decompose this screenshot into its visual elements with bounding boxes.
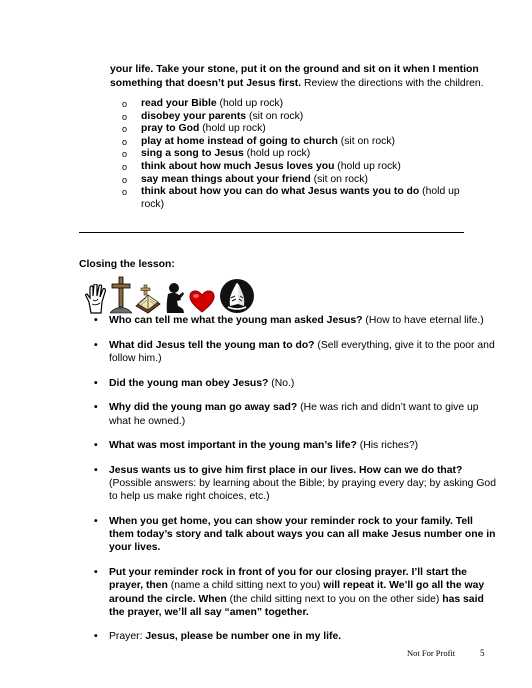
bullet-marker: • — [94, 440, 98, 452]
question-bold-text: will repeat it. We’ll go all the way around the circle. When — [109, 580, 485, 605]
activity-note: (sit on rock) — [337, 135, 396, 147]
question-note-text: (the child sitting next to you on the other side) — [226, 593, 443, 605]
question-bold-text: Why did the young man go away sad? — [109, 402, 298, 414]
bullet-marker: • — [94, 377, 98, 389]
page-number: 5 — [480, 648, 485, 658]
activity-item — [122, 148, 482, 161]
question-item — [94, 515, 499, 555]
question-item — [94, 464, 499, 504]
praying-child-icon — [164, 282, 186, 314]
list-marker: o — [122, 161, 128, 172]
list-marker: o — [122, 174, 128, 185]
question-bold-text: Did the young man obey Jesus? — [109, 377, 269, 389]
bullet-marker: • — [94, 631, 98, 643]
section-heading: Closing the lesson: — [79, 259, 175, 270]
question-note-text: (name a child sitting next to you) — [167, 580, 324, 592]
question-bold-text: Put your reminder rock in front of you for our closing prayer. I’ll start the prayer, then — [109, 567, 467, 592]
question-bold-text: Who can tell me what the young man asked Jesus? — [109, 315, 363, 326]
section-divider — [79, 232, 464, 233]
activity-item — [122, 174, 482, 187]
question-bold-text: Jesus wants us to give him first place in our lives. How can we do that? — [109, 464, 463, 476]
activity-list — [122, 98, 482, 211]
heart-icon — [188, 288, 216, 314]
list-marker: o — [122, 136, 128, 147]
question-bold-text: has said the prayer, we’ll all say “amen” together. — [109, 593, 484, 618]
activity-bold: read your Bible — [141, 98, 217, 109]
activity-item — [122, 161, 482, 174]
question-item — [94, 439, 499, 452]
question-bold-text: When you get home, you can show your reminder rock to your family. Tell them today’s story and talk about ways you can all make Jesus number one in your lives. — [109, 516, 496, 554]
list-marker: o — [122, 111, 128, 122]
praying-hands-icon — [218, 276, 256, 314]
hand-icon — [84, 284, 108, 314]
question-note-text: (No.) — [268, 377, 295, 389]
activity-bold: think about how you can do what Jesus wants you to do — [141, 186, 420, 198]
lesson-icons-row — [84, 274, 256, 314]
activity-bold: say mean things about your friend — [141, 173, 311, 185]
bullet-marker: • — [94, 567, 98, 579]
list-marker: o — [122, 99, 128, 109]
activity-bold: sing a song to Jesus — [141, 148, 244, 160]
bullet-marker: • — [94, 315, 98, 326]
activity-bold: play at home instead of going to church — [141, 135, 338, 147]
activity-bold: think about how much Jesus loves you — [141, 160, 335, 172]
intro-normal-text: Review the directions with the children. — [301, 78, 484, 89]
question-note-text: Prayer: — [109, 631, 146, 643]
activity-note: (hold up rock) — [216, 98, 284, 109]
activity-item — [122, 123, 482, 136]
list-marker: o — [122, 187, 128, 198]
activity-item — [122, 111, 482, 124]
question-item — [94, 566, 499, 619]
question-item — [94, 630, 499, 643]
question-item — [94, 377, 499, 390]
activity-item — [122, 98, 482, 111]
question-note-text: (He was rich and didn’t want to give up what he owned.) — [109, 402, 479, 427]
cross-icon — [110, 276, 132, 314]
question-item — [94, 314, 499, 327]
question-item — [94, 401, 499, 427]
bullet-marker: • — [94, 516, 98, 528]
activity-note: (sit on rock) — [246, 110, 304, 122]
activity-note: (hold up rock) — [141, 186, 460, 210]
question-note-text: (Possible answers: by learning about the Bible; by praying every day; by asking God to help us make right choices, etc.) — [109, 478, 496, 503]
footer-note: Not For Profit — [407, 648, 456, 658]
activity-note: (hold up rock) — [243, 148, 311, 160]
discussion-questions-list — [94, 314, 499, 655]
activity-bold: pray to God — [141, 123, 200, 135]
question-item — [94, 339, 499, 365]
question-bold-text: What was most important in the young man’s life? — [109, 440, 357, 452]
list-marker: o — [122, 124, 128, 135]
activity-note: (hold up rock) — [334, 160, 401, 172]
bible-icon — [134, 284, 162, 314]
activity-item — [122, 186, 482, 211]
question-note-text: (How to have eternal life.) — [362, 315, 484, 326]
activity-item — [122, 136, 482, 149]
question-note-text: (Sell everything, give it to the poor and follow him.) — [109, 339, 495, 364]
activity-bold: disobey your parents — [141, 110, 247, 122]
bullet-marker: • — [94, 339, 98, 351]
list-marker: o — [122, 149, 128, 160]
question-bold-text: Jesus, please be number one in my life. — [145, 631, 342, 643]
question-bold-text: What did Jesus tell the young man to do? — [109, 339, 315, 351]
intro-bold-text: your life. Take your stone, put it on the ground and sit on it when I mention something that doesn’t put Jesus first. — [110, 64, 479, 89]
question-note-text: (His riches?) — [356, 440, 419, 452]
activity-note: (sit on rock) — [310, 173, 368, 185]
activity-note: (hold up rock) — [199, 123, 266, 135]
bullet-marker: • — [94, 464, 98, 476]
bullet-marker: • — [94, 402, 98, 414]
intro-paragraph — [110, 63, 490, 91]
